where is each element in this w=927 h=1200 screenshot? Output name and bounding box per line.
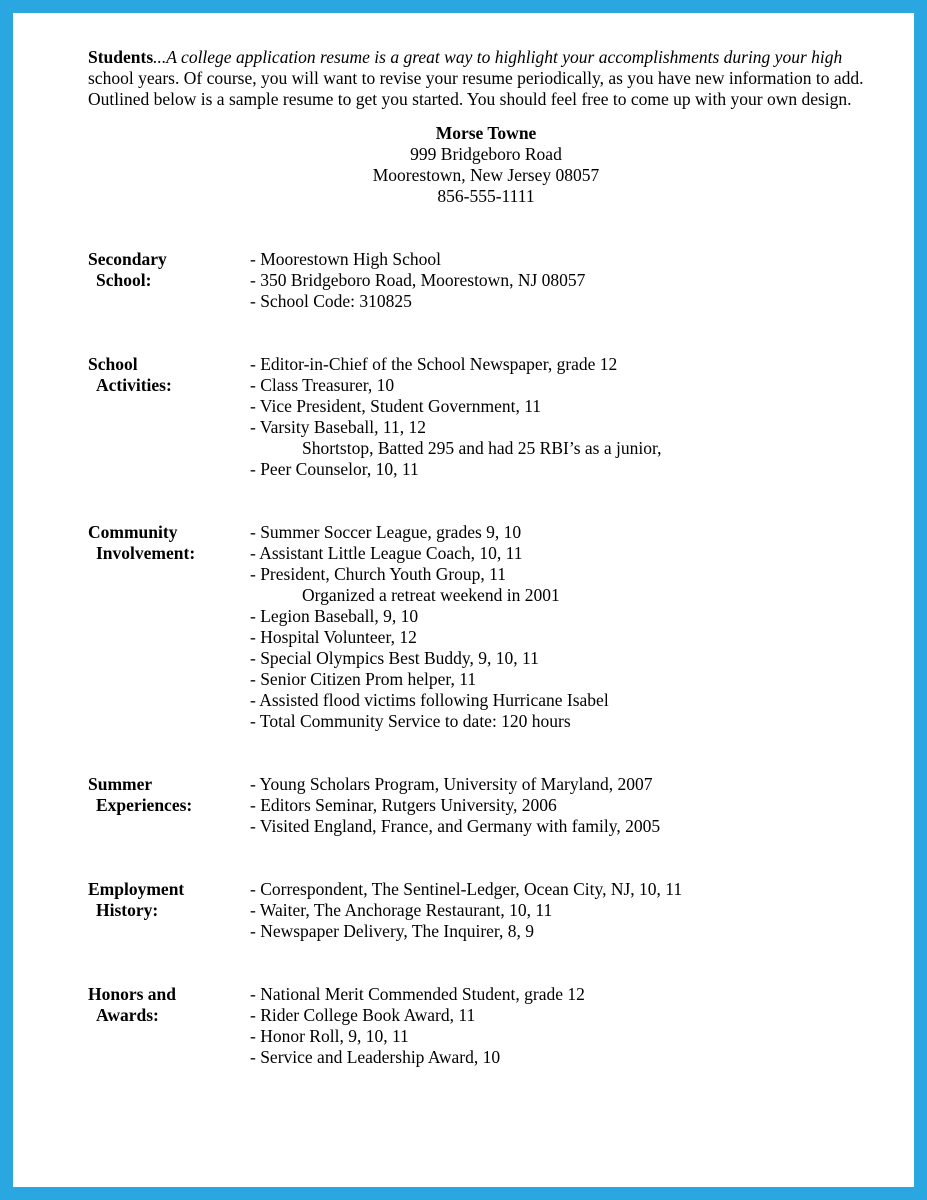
intro-lead-word: Students	[88, 47, 154, 67]
resume-line: - Rider College Book Award, 11	[250, 1005, 476, 1025]
address-line-1: 999 Bridgeboro Road	[410, 144, 562, 164]
section-label	[88, 879, 250, 942]
section-body	[250, 249, 884, 312]
section-label-line-1: Summer	[88, 774, 153, 794]
resume-subline: Shortstop, Batted 295 and had 25 RBI’s as a junior,	[302, 438, 662, 458]
section-label-line-2: Experiences:	[96, 795, 193, 815]
resume-line: - Hospital Volunteer, 12	[250, 627, 417, 647]
section-body	[250, 879, 884, 942]
intro-line-2: school years. Of course, you will want to revise your resume periodically, as you have new information to add.	[88, 68, 864, 88]
resume-line: - National Merit Commended Student, grade 12	[250, 984, 585, 1004]
section-body	[250, 774, 884, 837]
section-label-line-1: Community	[88, 522, 178, 542]
resume-line: - Service and Leadership Award, 10	[250, 1047, 501, 1067]
section-label-line-2: School:	[96, 270, 152, 290]
section-label-line-2: Awards:	[96, 1005, 159, 1025]
resume-line: - Editors Seminar, Rutgers University, 2006	[250, 795, 557, 815]
resume-line: - President, Church Youth Group, 11	[250, 564, 507, 584]
section-label	[88, 522, 250, 732]
resume-line: - Vice President, Student Government, 11	[250, 396, 542, 416]
resume-line: - Varsity Baseball, 11, 12	[250, 417, 426, 437]
resume-line: - Waiter, The Anchorage Restaurant, 10, 11	[250, 900, 553, 920]
section-label	[88, 354, 250, 480]
section-summer-experiences	[88, 774, 884, 837]
section-label-line-1: School	[88, 354, 138, 374]
section-school-activities	[88, 354, 884, 480]
section-secondary-school	[88, 249, 884, 312]
resume-line: - Total Community Service to date: 120 hours	[250, 711, 571, 731]
resume-line: - Visited England, France, and Germany with family, 2005	[250, 816, 661, 836]
section-body	[250, 984, 884, 1068]
section-body	[250, 522, 884, 732]
intro-line-3: Outlined below is a sample resume to get you started. You should feel free to come up with your own design.	[88, 89, 852, 109]
section-employment-history	[88, 879, 884, 942]
resume-line: - Legion Baseball, 9, 10	[250, 606, 419, 626]
section-label	[88, 249, 250, 312]
intro-line-1: ...A college application resume is a great way to highlight your accomplishments during your high	[153, 47, 843, 67]
section-label-line-2: Involvement:	[96, 543, 196, 563]
resume-line: - Correspondent, The Sentinel-Ledger, Ocean City, NJ, 10, 11	[250, 879, 683, 899]
section-community-involvement	[88, 522, 884, 732]
intro-paragraph	[88, 47, 884, 110]
section-label-line-1: Secondary	[88, 249, 167, 269]
resume-line: - Newspaper Delivery, The Inquirer, 8, 9	[250, 921, 535, 941]
section-label-line-1: Honors and	[88, 984, 177, 1004]
address-line-2: Moorestown, New Jersey 08057	[372, 165, 600, 185]
section-label	[88, 984, 250, 1068]
resume-line: - Young Scholars Program, University of Maryland, 2007	[250, 774, 653, 794]
section-honors-awards	[88, 984, 884, 1068]
person-name: Morse Towne	[435, 123, 537, 143]
resume-line: - Editor-in-Chief of the School Newspaper, grade 12	[250, 354, 618, 374]
resume-line: - School Code: 310825	[250, 291, 412, 311]
resume-content	[13, 13, 914, 1068]
section-label	[88, 774, 250, 837]
section-body	[250, 354, 884, 480]
resume-line: - Honor Roll, 9, 10, 11	[250, 1026, 409, 1046]
resume-line: - 350 Bridgeboro Road, Moorestown, NJ 08057	[250, 270, 586, 290]
phone-number: 856-555-1111	[437, 186, 535, 206]
resume-line: - Assisted flood victims following Hurricane Isabel	[250, 690, 609, 710]
resume-subline: Organized a retreat weekend in 2001	[302, 585, 560, 605]
resume-line: - Special Olympics Best Buddy, 9, 10, 11	[250, 648, 539, 668]
resume-line: - Moorestown High School	[250, 249, 442, 269]
resume-line: - Senior Citizen Prom helper, 11	[250, 669, 477, 689]
resume-line: - Assistant Little League Coach, 10, 11	[250, 543, 523, 563]
section-label-line-2: Activities:	[96, 375, 172, 395]
section-label-line-2: History:	[96, 900, 159, 920]
resume-line: - Summer Soccer League, grades 9, 10	[250, 522, 522, 542]
section-label-line-1: Employment	[88, 879, 185, 899]
resume-line: - Peer Counselor, 10, 11	[250, 459, 419, 479]
contact-header	[206, 123, 766, 207]
resume-line: - Class Treasurer, 10	[250, 375, 395, 395]
